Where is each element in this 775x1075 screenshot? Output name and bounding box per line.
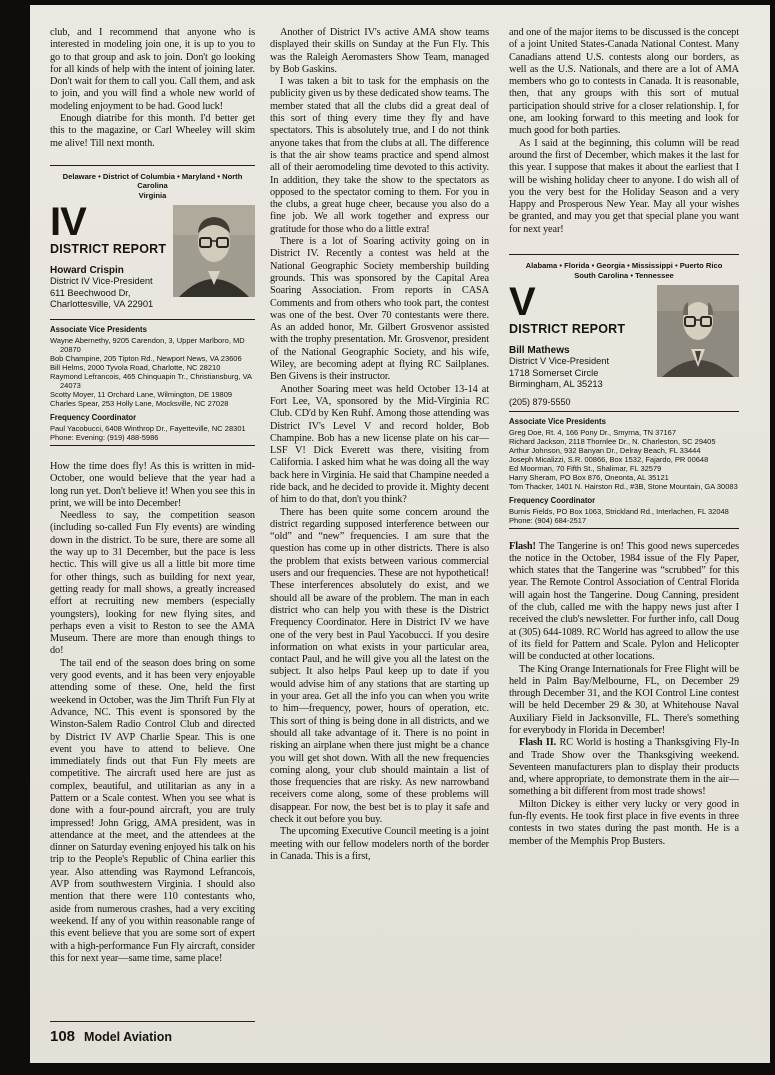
avp-heading: Associate Vice Presidents bbox=[50, 324, 147, 334]
avp-entry: Joseph Micalizzi, S.R. 00866, Box 1532, Fajardo, PR 00648 bbox=[509, 454, 709, 464]
divider bbox=[509, 411, 739, 412]
paragraph: The King Orange Internationals for Free Flight will be held in Palm Bay/Melbourne, FL, on December 29 through December 31, and the KOI Control Line contest will be held December 29 & 30, at Whitehouse Naval Auxiliary Field in Jacksonville, FL. There's something for everybody in Florida in December! bbox=[509, 663, 739, 736]
vp-address: Birmingham, AL 35213 bbox=[509, 379, 603, 390]
page-number: 108 bbox=[50, 1028, 76, 1045]
paragraph: I was taken a bit to task for the emphasis on the publicity given us by these dedicated show teams. The member stated that all the clubs did a great deal of this sort of thing every time they fly and have spectators. This is absolutely true, and I do not think anyone takes that from the clubs at all. The difference is that the air show teams practice and spend almost all of their aeromodeling time devoted to this activity. In addition, they take the show to the spectators as opposed to the spectator coming to them. For you in the clubs, a great huge cheer, because you also do a fine job. We all work together and express our gratitude for those who do a little extra! bbox=[270, 76, 489, 235]
frequency-coordinator-phone: Phone: Evening: (919) 488-5986 bbox=[50, 432, 159, 442]
flash-lead: Flash! bbox=[509, 540, 536, 552]
district-5-phone: (205) 879-5550 bbox=[509, 396, 571, 407]
paragraph: The upcoming Executive Council meeting is a joint meeting with our fellow modelers north of the border in Canada. This is a first, bbox=[270, 826, 489, 862]
district-4-officers bbox=[50, 325, 255, 442]
avp-entry: Greg Doe, Rt. 4, 166 Pony Dr., Smyrna, TN 37167 bbox=[509, 427, 677, 437]
vp-address: 611 Beechwood Dr, bbox=[50, 287, 131, 298]
avp-entry: Charles Spear, 253 Holly Lane, Mocksville, NC 27028 bbox=[50, 398, 229, 408]
divider bbox=[50, 445, 255, 446]
left-column bbox=[50, 27, 255, 1017]
divider bbox=[50, 165, 255, 166]
district-5-numeral: V bbox=[509, 280, 535, 325]
district-5-officers bbox=[509, 417, 739, 525]
portrait-illustration bbox=[657, 285, 739, 377]
paragraph: Flash II. RC World is hosting a Thanksgiving Fly-In and Trade Show over the Thanksgiving weekend. Seventeen manufacturers plan to display their products and, where appropriate, to demonstrate them in the air—something a bit different from most trade shows! bbox=[509, 737, 739, 798]
vp-title: District IV Vice-President bbox=[50, 276, 153, 287]
frequency-coordinator-phone: Phone: (904) 684-2517 bbox=[509, 515, 587, 525]
avp-entry: Richard Jackson, 2118 Thornlee Dr., N. Charleston, SC 29405 bbox=[509, 436, 716, 446]
paragraph: Another Soaring meet was held October 13-14 at Fort Lee, VA, sponsored by the Mid-Virginia RC Club. CD'd by Ken Ruhf. Among those attending was District IV's Level V and record holder, Bob Champine. Bob has a new license plate on his car—LSF V! Dick Everett was there, visiting from California. I asked him what he was doing all the way back here in Virginia. He said that Champine needed a ride back, and he decided to provide it. Mighty decent of him to do that, don't you think? bbox=[270, 383, 489, 506]
paragraph: The tail end of the season does bring on some very good events, and it has been very enjoyable attending some of these. One, held the first weekend in October, was the Jim Thrift Fun Fly at Advance, NC. This event is sponsored by the Winston-Salem Radio Control Club and directed by District IV AVP Charlie Spear. This is one event you have to attend to believe. One immediately finds out that Fun Fly meets are competitive. The aircraft used here are just as complex, beautiful, and utilitarian as any in a Pattern or a Scale contest. When you see what is done with a four-pound aircraft, you are truly impressed! John Grigg, AMA president, was in attendance at the meet, and the attendees at the dinner on Saturday evening enjoyed his talk on his trip to the People's Republic of China earlier this year. Also attending was Raymond Lefrancois, AVP from southwestern Virginia. I should also mention that there were 110 contestants who, aside from numerous crashes, had a very exciting weekend. If any of you within reasonable range of this event believe that you are some sort of expert with a high-performance Fun Fly aircraft, consider this for next year—same time, same place! bbox=[50, 657, 255, 964]
paragraph: Milton Dickey is either very lucky or very good in fun-fly events. He took first place in five events in three contests in two states during the past month. He is a member of the Memphis Prop Busters. bbox=[509, 798, 739, 847]
district-5-report-header bbox=[509, 254, 739, 529]
district-5-column-text bbox=[509, 541, 739, 848]
frequency-coordinator-heading: Frequency Coordinator bbox=[50, 412, 137, 422]
district-4-report-header bbox=[50, 165, 255, 446]
paragraph: and one of the major items to be discussed is the concept of a joint United States-Canada National Contest. Many Canadians attend U.S. contests along our borders, as well as the U.S. Nationals, and there are a lot of AMA members who go to contests in Canada. It is reasonable, then, that any groups with this sort of mutual participation should strive for a closer relationship. I, for one, am looking forward to this meeting and look for much good for both parties. bbox=[509, 27, 739, 137]
avp-entry: Bob Champine, 205 Tipton Rd., Newport News, VA 23606 bbox=[50, 353, 242, 363]
avp-entry: Bill Helms, 2000 Tyvola Road, Charlotte, NC 28210 bbox=[50, 362, 221, 372]
avp-entry: Tom Thacker, 1401 N. Hairston Rd., #3B, Stone Mountain, GA 30083 bbox=[509, 481, 738, 491]
paragraph: Flash! The Tangerine is on! This good news supercedes the notice in the October, 1984 issue of the Fly Paper, which states that the Tangerine was “scrubbed” for this year. The Remote Control Association of Central Florida will again host the Tangerine. Doug Canning, president of the club, called me with the happy news just after I received the club's newsletter. For further info, call Doug at (305) 644-1089. RC World has agreed to allow the use of its field for Pattern and Scale. Pylon and Helicopter will be conducted at other locations. bbox=[509, 540, 739, 663]
vp-name: Howard Crispin bbox=[50, 265, 124, 277]
paragraph: club, and I recommend that anyone who is interested in modeling join one, it is up to you to go to that group and ask to join. Don't go looking for all kinds of help with the intent of joining later. Don't wait for them to call you. Call them, and ask to join, and you will find a whole new world of modeling enjoyment to be had. Good luck! bbox=[50, 27, 255, 112]
middle-column bbox=[270, 27, 489, 1049]
avp-entry: Arthur Johnson, 932 Banyan Dr., Delray Beach, FL 33444 bbox=[509, 445, 701, 455]
avp-entry: Harry Sheram, PO Box 876, Oneonta, AL 35121 bbox=[509, 472, 669, 482]
divider bbox=[509, 528, 739, 529]
district-report-title: DISTRICT REPORT bbox=[50, 242, 167, 257]
frequency-coordinator-heading: Frequency Coordinator bbox=[509, 495, 596, 505]
district-4-states: Delaware • District of Columbia • Maryland • North Carolina Virginia bbox=[62, 171, 243, 200]
district-5-states: Alabama • Florida • Georgia • Mississippi • Puerto Rico South Carolina • Tennessee bbox=[525, 261, 723, 280]
vp-name: Bill Mathews bbox=[509, 345, 570, 357]
paragraph: How the time does fly! As this is written in mid-October, one would believe that the year had a long run yet. Don't believe it! When you see this in print, we will be into December! bbox=[50, 460, 255, 509]
divider bbox=[509, 254, 739, 255]
frequency-coordinator-entry: Paul Yacobucci, 6408 Winthrop Dr., Fayetteville, NC 28301 bbox=[50, 423, 246, 433]
portrait-illustration bbox=[173, 205, 255, 297]
magazine-page bbox=[30, 5, 770, 1063]
divider bbox=[50, 319, 255, 320]
district5-vp-photo bbox=[657, 285, 739, 377]
page-footer bbox=[50, 1021, 255, 1045]
avp-entry: Ed Moorman, 70 Fifth St., Shalimar, FL 32579 bbox=[509, 463, 662, 473]
avp-entry: Scotty Moyer, 11 Orchard Lane, Wilmington, DE 19809 bbox=[50, 389, 233, 399]
district4-vp-photo bbox=[173, 205, 255, 297]
district-report-title: DISTRICT REPORT bbox=[509, 322, 626, 337]
frequency-coordinator-entry: Burnis Fields, PO Box 1063, Strickland Rd., Interlachen, FL 32048 bbox=[509, 506, 729, 516]
avp-entry: Raymond Lefrancois, 465 Chinquapin Tr., Christiansburg, VA 24073 bbox=[50, 371, 252, 390]
flash-2-lead: Flash II. bbox=[519, 737, 557, 749]
avp-entry: Wayne Abernethy, 9205 Carendon, 3, Upper Marlboro, MD 20870 bbox=[50, 335, 245, 354]
vp-address: Charlottesville, VA 22901 bbox=[50, 299, 154, 310]
paragraph: Needless to say, the competition season (including so-called Fun Fly events) are winding down in the district. To be sure, there are some all the way up to 31 December, but the pace is less hectic. This will give us all a little bit more time for other things, such as building for next year, getting ready for mall shows, a greatly increased effort at recruiting new members (especially youngsters), looking for new flying sites, and perhaps even a visit to Reston to see the AMA Museum. There are more than enough things to do! bbox=[50, 510, 255, 657]
district-4-numeral: IV bbox=[50, 200, 86, 245]
magazine-title: Model Aviation bbox=[84, 1030, 172, 1044]
vp-address: 1718 Somerset Circle bbox=[509, 367, 599, 378]
district-4-column-text bbox=[50, 461, 255, 965]
avp-heading: Associate Vice Presidents bbox=[509, 416, 606, 426]
vp-title: District V Vice-President bbox=[509, 356, 610, 367]
right-column bbox=[509, 27, 739, 1049]
paragraph: There is a lot of Soaring activity going on in District IV. Recently a contest was held at the National Geographic Society membership building grounds. This was sponsored by the Capital Area Soaring Association. From reports in CASA Comments and from others who took part, the contest was one of the best. Over 70 contestants were there. As an added honor, Mr. Gilbert Grosvenor assisted with the trophy presentation. Mr. Grosvenor, president of the National Geographic Society, and his wife, Wiley, are becoming adept at flying RC Sailplanes. Ben Givens is their instructor. bbox=[270, 236, 489, 383]
paragraph: There has been quite some concern around the district regarding supposed interference between our “old” and “new” frequencies. I am sure that the question has come up in other districts. There is also the problem that exists between various commercial users and our frequencies. These are not hypothetical! These interferences absolutely do exist, and we should all be aware of the problem. The man in each district who can help you with these is the District Frequency Coordinator. Here in District IV we have one of the very best in Paul Yacobucci. If you desire information on what exists in your particular area, contact Paul, and he will give you all the latest on the subject. It also helps Paul keep up to date if you would advise him of any stations that are starting up in your area. Get all the info you can when you write to him—frequency, power, hours of operation, etc. This sort of thing is being done in all districts, and we should all take advantage of it. There is no point in risking an airplane when there just might be a chance you will get shot down. With all the new frequencies coming along, your club should maintain a list of those frequencies that are risky. As new narrowband receivers come along, some of these problems will disappear. For now, the best bet is to play it safe and check it out before you buy. bbox=[270, 506, 489, 825]
paragraph: Enough diatribe for this month. I'd better get this to the magazine, or Carl Wheeley will skim me alive! Till next month. bbox=[50, 113, 255, 149]
paragraph: As I said at the beginning, this column will be read around the first of December, which makes it the last for this year. I suppose that makes it about the earliest that I will be wishing holiday cheer to anyone. I do wish all of you the very best for the Holiday Season and a very Happy and Prosperous New Year. May all your wishes be granted, and may you get that special plane you want for next year! bbox=[509, 137, 739, 235]
paragraph: Another of District IV's active AMA show teams displayed their skills on Sunday at the Fun Fly. This was the Raleigh Aeromasters Show Team, managed by Bob Gaskins. bbox=[270, 27, 489, 75]
